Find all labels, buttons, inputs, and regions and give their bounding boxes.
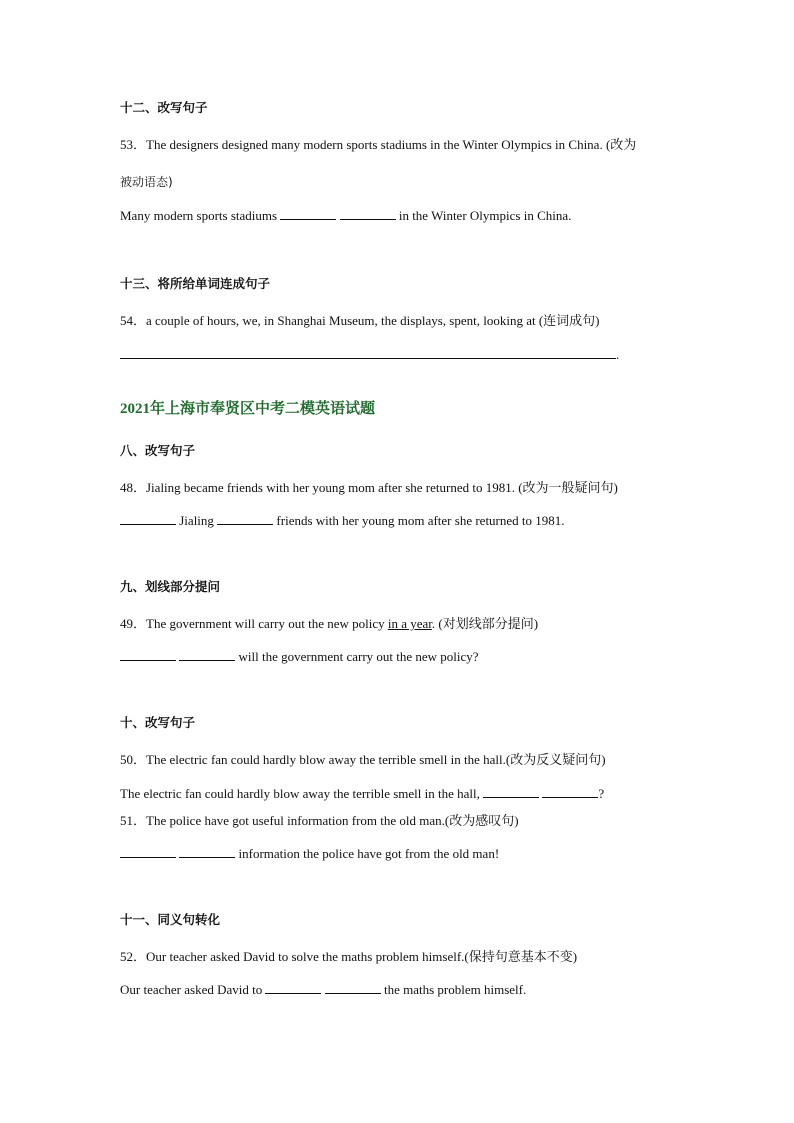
question-54-answer-line — [120, 346, 619, 363]
answer-suffix: friends with her young mom after she returned to 1981. — [276, 513, 565, 528]
question-53-text: 53．The designers designed many modern sports stadiums in the Winter Olympics in China. (改为 — [120, 137, 637, 152]
underlined-phrase: in a year — [387, 616, 432, 631]
answer-blank[interactable] — [179, 648, 235, 661]
question-53-answer-line — [120, 207, 571, 224]
question-50-answer-line — [120, 785, 604, 802]
answer-blank[interactable] — [280, 207, 336, 220]
answer-blank[interactable] — [120, 346, 616, 359]
section-12-heading: 十二、改写句子 — [120, 100, 208, 115]
section-10-heading: 十、改写句子 — [120, 715, 196, 730]
answer-blank[interactable] — [542, 785, 598, 798]
question-52-answer-line — [120, 981, 526, 998]
answer-blank[interactable] — [120, 845, 176, 858]
question-49-answer-line — [120, 648, 479, 665]
answer-blank[interactable] — [483, 785, 539, 798]
answer-prefix: Many modern sports stadiums — [120, 208, 278, 223]
question-51-answer-line — [120, 845, 499, 862]
answer-blank[interactable] — [120, 512, 176, 525]
answer-word: Jialing — [179, 513, 214, 528]
question-52-text: 52．Our teacher asked David to solve the maths problem himself.(保持句意基本不变) — [120, 949, 578, 964]
answer-suffix: will the government carry out the new policy? — [238, 649, 479, 664]
answer-prefix: Our teacher asked David to — [120, 982, 263, 997]
answer-blank[interactable] — [179, 845, 235, 858]
answer-blank[interactable] — [265, 981, 321, 994]
question-54-text: 54．a couple of hours, we, in Shanghai Museum, the displays, spent, looking at (连词成句) — [120, 313, 600, 328]
answer-end: . — [616, 347, 620, 362]
answer-blank[interactable] — [120, 648, 176, 661]
question-49-prefix: 49．The government will carry out the new policy — [120, 616, 385, 631]
answer-blank[interactable] — [325, 981, 381, 994]
section-9-heading: 九、划线部分提问 — [120, 579, 221, 594]
answer-suffix: the maths problem himself. — [383, 982, 527, 997]
section-13-heading: 十三、将所给单词连成句子 — [120, 276, 271, 291]
answer-suffix: information the police have got from the old man! — [238, 846, 500, 861]
question-53-text-cont: 被动语态) — [120, 175, 173, 189]
answer-suffix: in the Winter Olympics in China. — [398, 208, 572, 223]
section-11-heading: 十一、同义句转化 — [120, 912, 221, 927]
question-51-text: 51．The police have got useful information from the old man.(改为感叹句) — [120, 813, 519, 828]
exam-title: 2021年上海市奉贤区中考二模英语试题 — [120, 401, 376, 417]
answer-blank[interactable] — [217, 512, 273, 525]
answer-prefix: The electric fan could hardly blow away the terrible smell in the hall, — [120, 786, 480, 801]
answer-end: ? — [598, 786, 605, 801]
answer-blank[interactable] — [340, 207, 396, 220]
question-48-answer-line — [120, 512, 565, 529]
question-49-text — [120, 616, 538, 632]
question-50-text: 50．The electric fan could hardly blow away the terrible smell in the hall.(改为反义疑问句) — [120, 752, 606, 767]
question-48-text: 48．Jialing became friends with her young mom after she returned to 1981. (改为一般疑问句) — [120, 480, 618, 495]
question-49-suffix: . (对划线部分提问) — [431, 616, 539, 631]
section-8-heading: 八、改写句子 — [120, 443, 196, 458]
